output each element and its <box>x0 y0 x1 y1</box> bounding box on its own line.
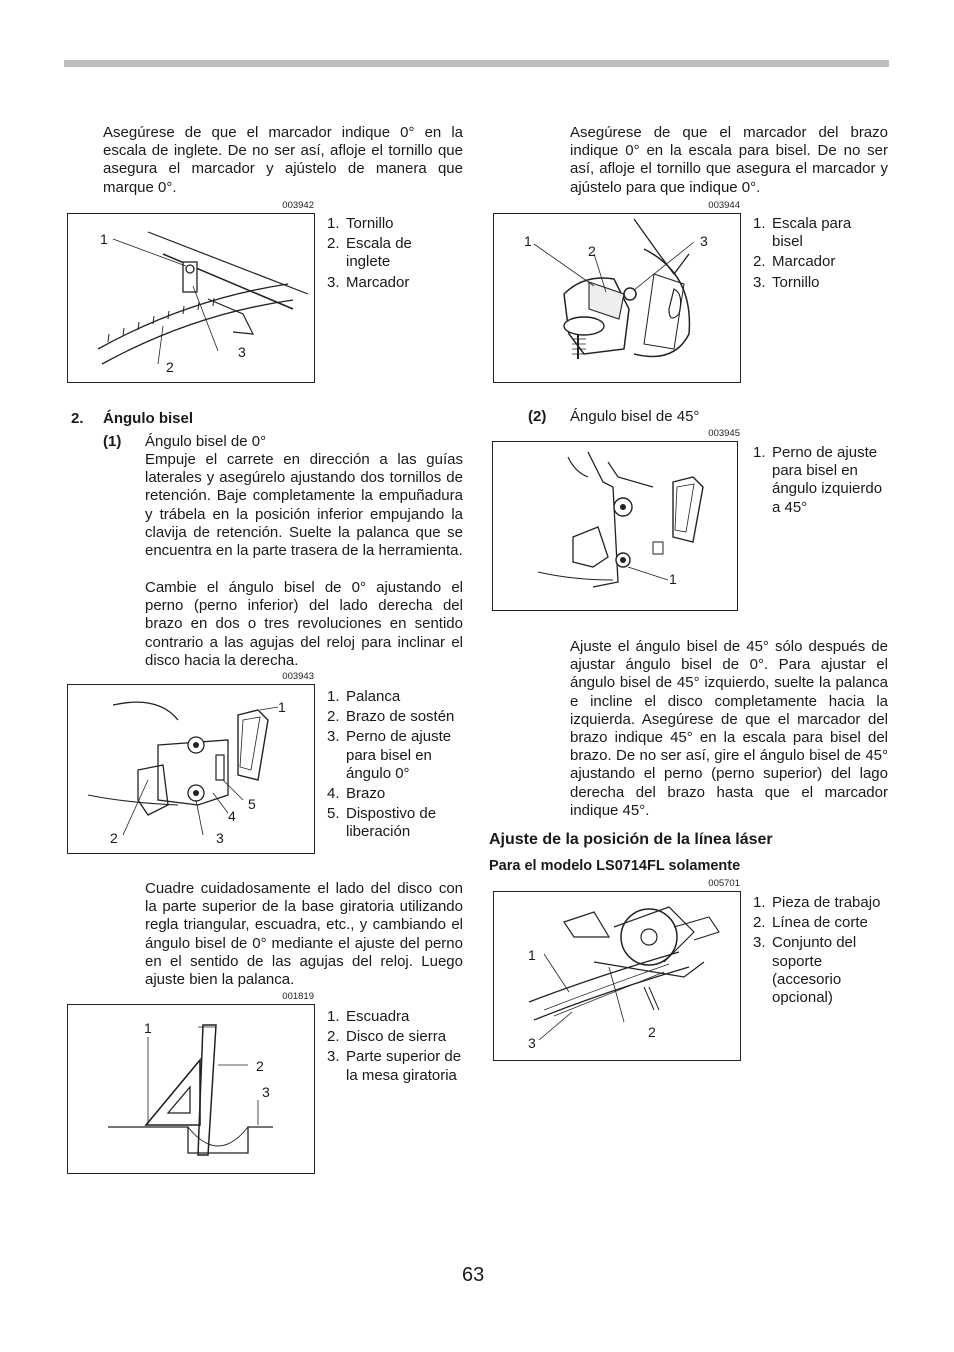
legend-number: 2. <box>327 1028 340 1046</box>
legend-text: Perno de ajuste para bisel en ángulo 0° <box>346 728 452 782</box>
legend-laser-line <box>753 894 893 1009</box>
legend-item <box>327 215 457 233</box>
svg-text:1: 1 <box>524 233 532 249</box>
legend-miter-scale <box>327 215 457 294</box>
svg-text:1: 1 <box>144 1020 152 1036</box>
figure-code: 003944 <box>708 200 740 211</box>
bevel-scale-illustration <box>494 214 741 383</box>
legend-item <box>327 688 467 706</box>
legend-text: Marcador <box>772 253 836 271</box>
model-note: Para el modelo LS0714FL solamente <box>489 858 741 874</box>
figure-bevel-bolt <box>67 684 315 854</box>
laser-line-illustration <box>494 892 741 1061</box>
legend-item <box>753 253 883 271</box>
legend-number: 3. <box>327 728 340 746</box>
legend-text: Tornillo <box>772 273 820 291</box>
legend-text: Brazo <box>346 785 386 803</box>
legend-number: 2. <box>753 253 766 271</box>
bevel-bolt-illustration <box>68 685 315 854</box>
legend-text: Dispostivo de liberación <box>346 805 437 841</box>
legend-number: 1. <box>327 688 340 705</box>
figure-code: 003942 <box>282 200 314 211</box>
legend-number: 5. <box>327 805 340 823</box>
svg-text:2: 2 <box>256 1058 264 1074</box>
legend-text: Línea de corte <box>772 914 868 932</box>
svg-text:1: 1 <box>669 571 677 587</box>
legend-bevel-bolt <box>327 688 467 844</box>
legend-number: 1. <box>753 215 766 232</box>
paragraph-bevel-0-steps: Empuje el carrete en dirección a las guías laterales y asegúrelo ajustando dos tornillos de retención. Baje completamente la empuñadura y trábela en la posición inferior empujando la clavija de retención. Suelte la palanca que se encuentra en la parte trasera de la herramienta. <box>145 451 463 560</box>
legend-item <box>327 235 457 271</box>
svg-text:3: 3 <box>216 830 224 846</box>
svg-text:2: 2 <box>648 1024 656 1040</box>
svg-text:2: 2 <box>588 243 596 259</box>
section-title-laser: Ajuste de la posición de la línea láser <box>489 831 773 848</box>
legend-number: 1. <box>753 444 766 461</box>
legend-item <box>327 785 467 803</box>
page-number: 63 <box>462 1264 485 1286</box>
paragraph-miter-marker: Asegúrese de que el marcador indique 0° en la escala de inglete. De no ser así, afloje el tornillo que asegura el marcador y ajústelo de manera que marque 0°. <box>103 124 463 196</box>
legend-bevel-scale <box>753 215 883 294</box>
legend-text: Disco de sierra <box>346 1028 447 1046</box>
legend-item <box>753 274 883 292</box>
section-number: 2. <box>71 410 84 427</box>
legend-text: Pieza de trabajo <box>772 894 881 911</box>
legend-text: Palanca <box>346 688 401 705</box>
legend-text: Brazo de sostén <box>346 708 455 726</box>
legend-number: 3. <box>327 273 340 291</box>
figure-laser-line <box>493 891 741 1061</box>
legend-item <box>753 914 893 932</box>
legend-text: Escala para bisel <box>772 215 852 251</box>
legend-item <box>327 728 467 783</box>
legend-number: 1. <box>327 215 340 232</box>
legend-number: 3. <box>753 934 766 952</box>
paragraph-bevel-0-bolt: Cambie el ángulo bisel de 0° ajustando el perno (perno inferior) del lado derecha del brazo en dos o tres revoluciones en sentido contrario a las agujas del reloj para inclinar el disco hacia la derecha. <box>145 579 463 669</box>
legend-item <box>327 708 467 726</box>
legend-number: 3. <box>327 1048 340 1066</box>
paragraph-square-blade: Cuadre cuidadosamente el lado del disco con la parte superior de la base giratoria utilizando regla triangular, escuadra, etc., y cambiando el ángulo bisel de 0° mediante el ajuste del perno en el sentido de las agujas del reloj. Luego ajuste bien la palanca. <box>145 880 463 989</box>
figure-code: 001819 <box>282 991 314 1002</box>
legend-item <box>327 1048 467 1084</box>
legend-text: Escala de inglete <box>346 235 412 271</box>
legend-item <box>327 1008 467 1026</box>
legend-item <box>327 805 467 841</box>
figure-code: 005701 <box>708 878 740 889</box>
subsection-title: Ángulo bisel de 45° <box>570 408 700 425</box>
miter-scale-illustration <box>68 214 315 383</box>
legend-text: Parte superior de la mesa giratoria <box>346 1048 462 1084</box>
subsection-number: (1) <box>103 433 122 450</box>
svg-text:1: 1 <box>278 699 286 715</box>
legend-number: 1. <box>753 894 766 911</box>
subsection-number: (2) <box>528 408 547 425</box>
legend-text: Marcador <box>346 273 410 291</box>
legend-number: 2. <box>327 235 340 253</box>
figure-bevel-scale <box>493 213 741 383</box>
legend-item <box>753 215 883 251</box>
legend-text: Tornillo <box>346 215 394 232</box>
bevel-45-illustration <box>493 442 738 611</box>
figure-code: 003943 <box>282 671 314 682</box>
legend-item <box>753 934 893 1007</box>
legend-number: 2. <box>327 708 340 726</box>
figure-code: 003945 <box>708 428 740 439</box>
figure-bevel-45-bolt <box>492 441 738 611</box>
legend-number: 4. <box>327 785 340 803</box>
legend-item <box>753 444 893 517</box>
legend-number: 3. <box>753 273 766 291</box>
svg-text:3: 3 <box>700 233 708 249</box>
svg-text:3: 3 <box>528 1035 536 1051</box>
legend-text: Escuadra <box>346 1008 410 1025</box>
svg-text:5: 5 <box>248 796 256 812</box>
legend-bevel-45 <box>753 444 893 519</box>
legend-square <box>327 1008 467 1087</box>
paragraph-bevel-45: Ajuste el ángulo bisel de 45° sólo después de ajustar ángulo bisel de 0°. Para ajustar el ángulo bisel de 45° izquierdo, suelte la palanca e incline el disco completamente hacia la izquierda. Asegúrese de que el marcador del brazo indique 45° en la escala para bisel del brazo. De no ser así, gire el ángulo bisel de 45° ajustando el perno (perno superior) del lago derecha del brazo hasta que el marcador indique 45°. <box>570 638 888 819</box>
legend-item <box>327 1028 467 1046</box>
svg-text:1: 1 <box>528 947 536 963</box>
legend-text: Perno de ajuste para bisel en ángulo izquierdo a 45° <box>772 444 883 516</box>
square-illustration <box>68 1005 315 1174</box>
svg-text:2: 2 <box>166 359 174 375</box>
figure-miter-scale <box>67 213 315 383</box>
section-title: Ángulo bisel <box>103 410 193 427</box>
legend-text: Conjunto del soporte (accesorio opcional) <box>772 934 857 1007</box>
svg-text:3: 3 <box>262 1084 270 1100</box>
legend-item <box>327 274 457 292</box>
paragraph-bevel-marker: Asegúrese de que el marcador del brazo indique 0° en la escala para bisel. De no ser así, afloje el tornillo que asegura el marcador y ajústelo para que indique 0°. <box>570 124 888 196</box>
legend-number: 1. <box>327 1008 340 1025</box>
svg-text:2: 2 <box>110 830 118 846</box>
svg-text:1: 1 <box>100 231 108 247</box>
figure-square <box>67 1004 315 1174</box>
svg-text:3: 3 <box>238 344 246 360</box>
header-rule <box>64 60 889 67</box>
subsection-title: Ángulo bisel de 0° <box>145 433 267 450</box>
svg-text:4: 4 <box>228 808 236 824</box>
legend-number: 2. <box>753 914 766 932</box>
legend-item <box>753 894 893 912</box>
